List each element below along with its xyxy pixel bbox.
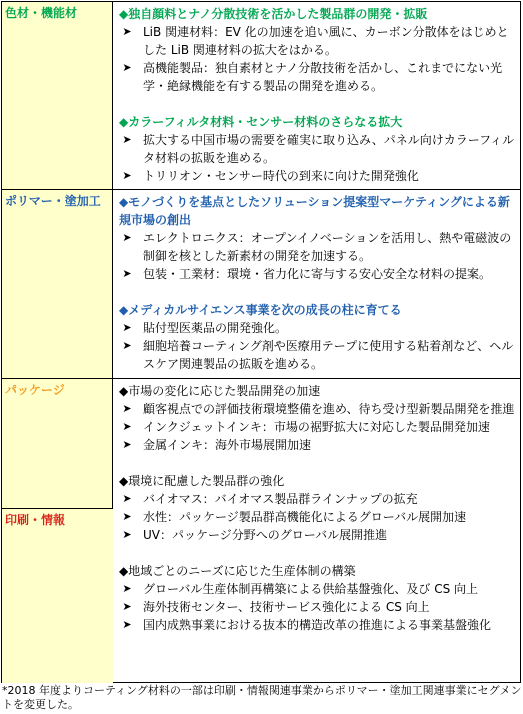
section-heading: ◆メディカルサイエンス事業を次の成長の柱に育てる <box>119 303 402 317</box>
list-item: ➤ バイオマス：バイオマス製品群ラインナップの拡充 <box>119 490 516 508</box>
row-content <box>113 379 520 682</box>
arrow-bullet-icon: ➤ <box>122 510 132 523</box>
table-row <box>2 378 520 682</box>
arrow-bullet-icon: ➤ <box>122 231 132 244</box>
arrow-bullet-icon: ➤ <box>122 339 132 352</box>
list-item: ➤ 国内成熟事業における抜本的構造改革の推進による事業基盤強化 <box>119 616 516 634</box>
list-item: ➤ 高機能製品：独自素材とナノ分散技術を活かし、これまでにない光学・絶縁機能を有する製品の開発を進める。 <box>119 59 516 95</box>
table-row <box>2 189 520 378</box>
arrow-bullet-icon: ➤ <box>122 582 132 595</box>
list-item: ➤ UV：パッケージ分野へのグローバル展開推進 <box>119 526 516 544</box>
arrow-bullet-icon: ➤ <box>122 528 132 541</box>
bullet-list <box>119 490 516 544</box>
bullet-list <box>119 319 516 373</box>
segment-label: 色材・機能材 <box>2 2 113 189</box>
table-row <box>2 2 520 189</box>
bullet-list <box>119 400 516 454</box>
list-item: ➤ グローバル生産体制再構築による供給基盤強化、及び CS 向上 <box>119 580 516 598</box>
bullet-list <box>119 580 516 634</box>
section-heading: ◆環境に配慮した製品群の強化 <box>119 474 285 488</box>
arrow-bullet-icon: ➤ <box>122 402 132 415</box>
arrow-bullet-icon: ➤ <box>122 600 132 613</box>
arrow-bullet-icon: ➤ <box>122 61 132 74</box>
segment-label: 印刷・情報 <box>2 509 113 683</box>
arrow-bullet-icon: ➤ <box>122 169 132 182</box>
list-item: ➤ 貼付型医薬品の開発強化。 <box>119 319 516 337</box>
arrow-bullet-icon: ➤ <box>122 25 132 38</box>
section-heading: ◆独自顔料とナノ分散技術を活かした製品群の開発・拡販 <box>119 7 428 21</box>
arrow-bullet-icon: ➤ <box>122 438 132 451</box>
bullet-list <box>119 23 516 95</box>
section-heading: ◆モノづくりを基点としたソリューション提案型マーケティングによる新規市場の創出 <box>119 195 510 227</box>
segment-label: ポリマー・塗加工 <box>2 190 113 378</box>
section-heading: ◆カラーフィルタ材料・センサー材料のさらなる拡大 <box>119 115 403 129</box>
list-item: ➤ 水性：パッケージ製品群高機能化によるグローバル展開加速 <box>119 508 516 526</box>
list-item: ➤ インクジェットインキ：市場の裾野拡大に対応した製品開発加速 <box>119 418 516 436</box>
row-content <box>113 2 520 189</box>
section-heading: ◆地域ごとのニーズに応じた生産体制の構築 <box>119 564 356 578</box>
arrow-bullet-icon: ➤ <box>122 133 132 146</box>
list-item: ➤ 海外技術センター、技術サービス強化による CS 向上 <box>119 598 516 616</box>
bullet-list <box>119 229 516 283</box>
list-item: ➤ 顧客視点での評価技術環境整備を進め、待ち受け型新製品開発を推進 <box>119 400 516 418</box>
list-item: ➤ 包装・工業材：環境・省力化に寄与する安心安全な材料の提案。 <box>119 265 516 283</box>
list-item: ➤ エレクトロニクス：オープンイノベーションを活用し、熱や電磁波の制御を核とした新素材の開発を加速する。 <box>119 229 516 265</box>
arrow-bullet-icon: ➤ <box>122 492 132 505</box>
bullet-list <box>119 131 516 185</box>
arrow-bullet-icon: ➤ <box>122 267 132 280</box>
list-item: ➤ 金属インキ：海外市場展開加速 <box>119 436 516 454</box>
segment-label: パッケージ <box>2 379 113 682</box>
section-heading: ◆市場の変化に応じた製品開発の加速 <box>119 384 321 398</box>
list-item: ➤ LiB 関連材料：EV 化の加速を追い風に、カーボン分散体をはじめとした LiB 関連材料の拡大をはかる。 <box>119 23 516 59</box>
arrow-bullet-icon: ➤ <box>122 618 132 631</box>
arrow-bullet-icon: ➤ <box>122 321 132 334</box>
list-item: ➤ 拡大する中国市場の需要を確実に取り込み、パネル向けカラーフィルタ材料の拡販を進める。 <box>119 131 516 167</box>
row-content <box>113 190 520 378</box>
footnote: *2018 年度よりコーティング材料の一部は印刷・情報関連事業からポリマー・塗加工関連事業にセグメントを変更した。 <box>2 684 522 711</box>
arrow-bullet-icon: ➤ <box>122 420 132 433</box>
strategy-table <box>1 1 521 683</box>
list-item: ➤ トリリオン・センサー時代の到来に向けた開発強化 <box>119 167 516 185</box>
list-item: ➤ 細胞培養コーティング剤や医療用テープに使用する粘着剤など、ヘルスケア関連製品の拡販を進める。 <box>119 337 516 373</box>
